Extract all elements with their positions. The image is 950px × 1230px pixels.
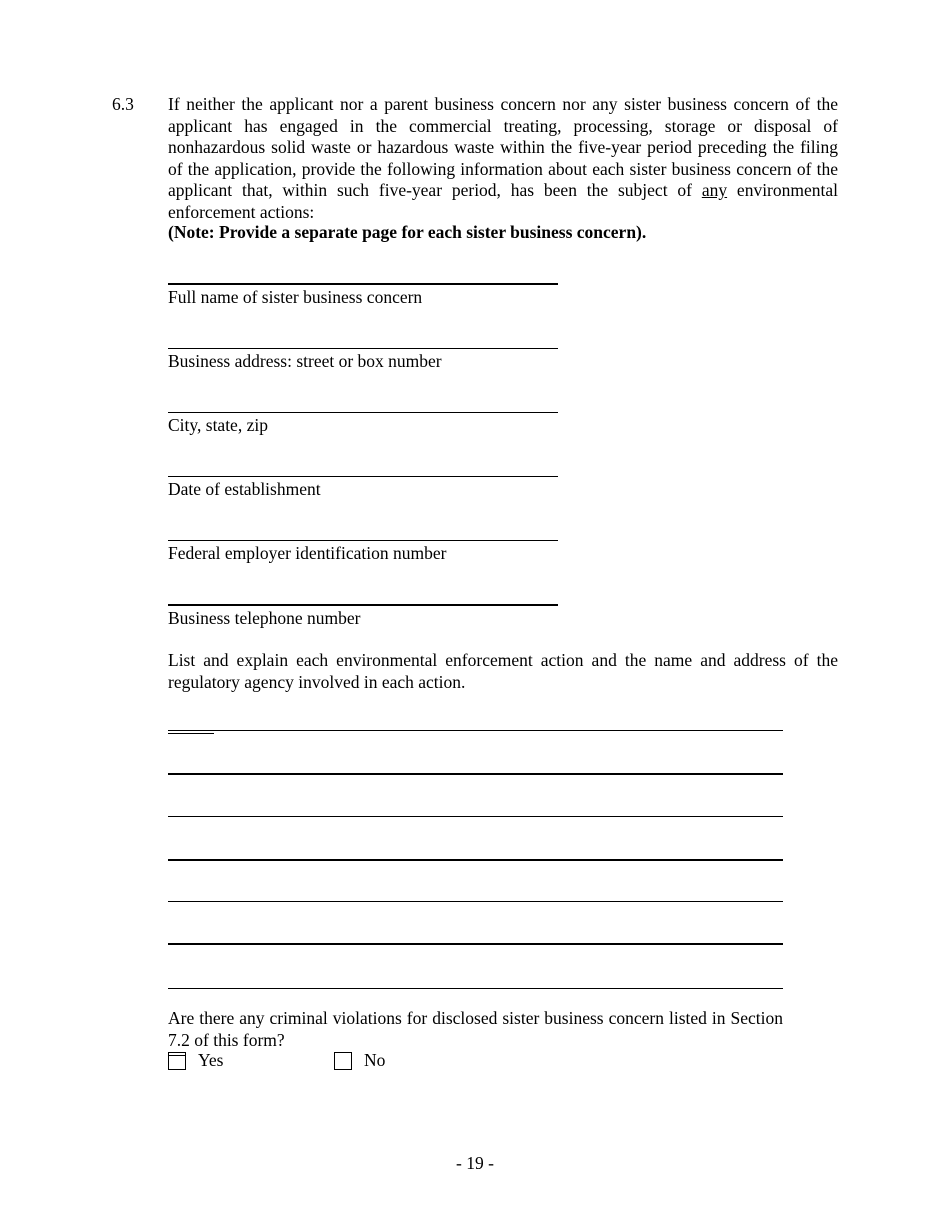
page-number: - 19 -	[456, 1153, 494, 1173]
criminal-violations-question: Are there any criminal violations for disclosed sister business concern listed in Section 7.2 of this form?	[168, 1008, 783, 1050]
street-address-field[interactable]	[168, 348, 558, 373]
answer-line-2[interactable]	[168, 773, 783, 775]
date-established-line[interactable]	[168, 476, 558, 477]
intro-text-part2: environmental enforcement actions:	[168, 180, 839, 222]
separate-page-note: (Note: Provide a separate page for each sister business concern).	[168, 222, 647, 242]
city-state-zip-label: City, state, zip	[168, 415, 268, 435]
city-state-zip-field[interactable]	[168, 412, 558, 437]
fein-line[interactable]	[168, 540, 558, 541]
city-state-zip-line[interactable]	[168, 412, 558, 413]
date-established-label: Date of establishment	[168, 479, 321, 499]
section-number: 6.3	[112, 94, 134, 114]
answer-line-4[interactable]	[168, 859, 783, 861]
yes-label: Yes	[198, 1050, 224, 1070]
enforcement-instruction: List and explain each environmental enforcement action and the name and address of the regulatory agency involved in each action.	[168, 650, 838, 692]
street-address-label: Business address: street or box number	[168, 351, 442, 371]
no-label: No	[364, 1050, 386, 1070]
answer-line-6[interactable]	[168, 943, 783, 945]
yes-checkbox[interactable]	[168, 1052, 186, 1070]
no-checkbox[interactable]	[334, 1052, 352, 1070]
yes-choice[interactable]	[168, 1050, 223, 1072]
answer-line-1[interactable]	[168, 730, 783, 731]
answer-line-5[interactable]	[168, 901, 783, 902]
fein-label: Federal employer identification number	[168, 543, 447, 563]
answer-line-3[interactable]	[168, 816, 783, 817]
street-address-line[interactable]	[168, 348, 558, 349]
full-name-field[interactable]	[168, 283, 558, 309]
telephone-line[interactable]	[168, 604, 558, 606]
date-established-field[interactable]	[168, 476, 558, 501]
intro-underlined-word: any	[701, 180, 728, 200]
answer-line-7[interactable]	[168, 988, 783, 989]
fein-field[interactable]	[168, 540, 558, 565]
section-intro	[168, 94, 838, 223]
answer-line-short-mark	[168, 733, 214, 734]
full-name-label: Full name of sister business concern	[168, 287, 423, 307]
no-choice[interactable]	[334, 1050, 385, 1072]
intro-text-part1: If neither the applicant nor a parent business concern nor any sister business concern of the applicant has engaged in the commercial treating, processing, storage or disposal of nonhazardous solid waste or hazardous waste within the five-year period preceding the filing of the application, provide the following information about each sister business concern of the applicant that, within such five-year period, has been the subject of	[168, 94, 838, 200]
full-name-line[interactable]	[168, 283, 558, 285]
telephone-label: Business telephone number	[168, 608, 361, 628]
telephone-field[interactable]	[168, 604, 558, 630]
